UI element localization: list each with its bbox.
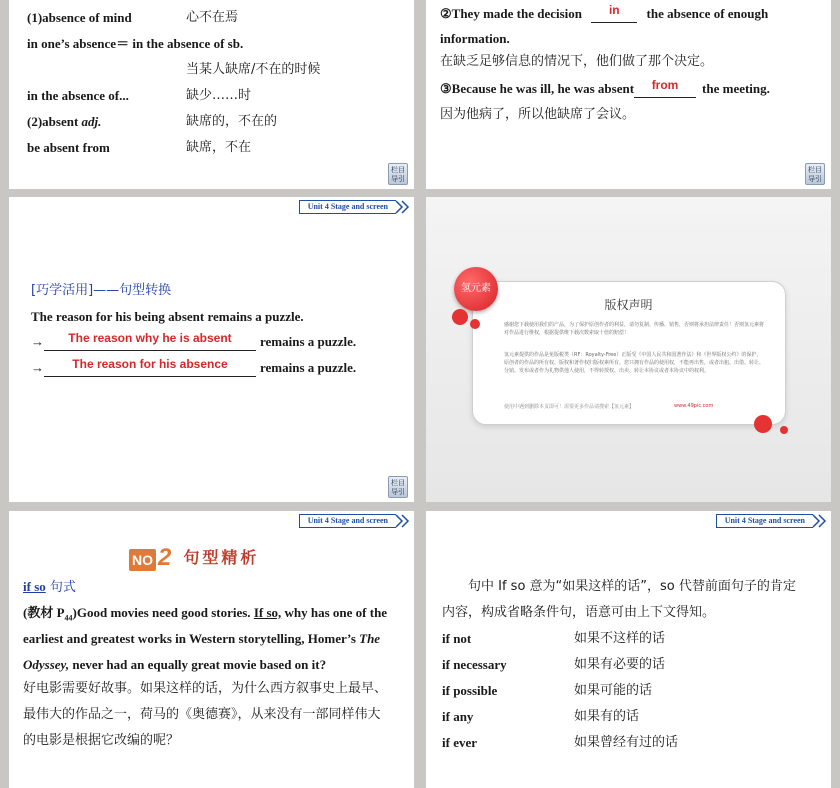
logo-circle: 氢元素 [454,267,498,311]
exercise-2-translation: 在缺乏足够信息的情况下，他们做了那个决定。 [440,54,714,69]
phrase-zh: 如果可能的话 [574,683,653,698]
exercise-2-line: ②They made the decision in the absence of enough [440,3,769,21]
badge-number: 2 [158,544,172,571]
exercise-3-translation: 因为他病了，所以他缺席了会议。 [440,107,636,122]
example-translation-2: 最伟大的作品之一，荷马的《奥德赛》，从来没有一部同样伟大 [23,707,381,722]
phrase-en: if ever [442,735,478,750]
pattern-label: if so 句式 [23,579,76,595]
slide-copyright-notice[interactable] [426,197,831,502]
phrase-en: if any [442,709,474,724]
chevron-right-icon [394,514,414,528]
example-translation-3: 的电影是根据它改编的呢？ [23,733,180,748]
unit-label: Unit 4 Stage and screen [299,200,396,214]
slide-absence-phrases[interactable] [9,0,414,189]
unit-label: Unit 4 Stage and screen [299,514,396,528]
phrase-zh: 缺少……时 [186,88,252,103]
phrase-en: (1)absence of mind [27,10,132,25]
decor-dot [470,319,480,329]
exercise-3-line: ③Because he was ill, he was absent from the meeting. [440,78,770,96]
section-badge [129,544,260,573]
badge-no: NO [129,549,156,571]
chevron-right-icon [394,200,414,214]
explanation-line-1: 句中 If so 意为“如果这样的话”，so 代替前面句子的肯定 [468,579,796,594]
source-sentence: The reason for his being absent remains a puzzle. [31,309,304,324]
phrase-zh: 心不在焉 [186,10,239,25]
notice-title: 版权声明 [604,298,653,312]
answer-blank: from [634,81,696,98]
example-translation-1: 好电影需要好故事。如果这样的话，为什么西方叙事史上最早、 [23,681,388,696]
nav-guide-button[interactable]: 栏目 导引 [805,163,825,185]
notice-paragraph-2: 氢元素提供的作品是免版税类（RF：Royalty-Free）正版受《中国人民共和国著作法》和《世界版权公约》的保护，原创者的作品的所有权、版权和著作权归版权素所有，您只拥有作品的使用权，不能再出售，或者出租、出借、转让、分销、发布或者作为礼物供他人使用，不得转授权、出卖、转让本协议或者本协议中的权利。 [504,352,765,374]
nav-guide-button[interactable]: 栏目 导引 [388,476,408,498]
slide-absence-exercises[interactable] [426,0,831,189]
explanation-line-2: 内容，构成省略条件句，语意可由上下文得知。 [442,605,716,620]
section-heading: [巧学活用]——句型转换 [31,283,172,298]
slide-sentence-transform[interactable] [9,197,414,502]
phrase-en: if not [442,631,472,646]
phrase-zh: 如果有的话 [574,709,640,724]
unit-header [269,514,414,528]
phrase-en: (2)absent adj. [27,114,102,129]
nav-guide-button[interactable]: 栏目 导引 [388,163,408,185]
phrase-zh: 当某人缺席/不在的时候 [186,62,321,77]
phrase-en: if possible [442,683,498,698]
decor-dot [780,426,788,434]
example-line-3: Odyssey, never had an equally great movie based on it? [23,657,327,672]
notice-paragraph-1: 感谢您下载使用我们的产品，为了保护原创作者的利益，请勿复制、传播、销售，否则将承担法律责任！否则氢元素将对作品进行维权，根据提供维下载次数索取十倍的赔偿！ [504,322,765,336]
slide-if-so-explanation[interactable] [426,511,831,788]
notice-url[interactable]: www.49pic.com [674,403,714,409]
slide-if-so-pattern[interactable] [9,511,414,788]
phrase-zh: 缺席的，不在的 [186,114,278,129]
unit-header [686,514,831,528]
phrase-zh: 如果有必要的话 [574,657,666,672]
example-line-2: earliest and greatest works in Western storytelling, Homer’s The [23,631,381,646]
phrase-en: be absent from [27,140,110,155]
phrase-zh: 如果不这样的话 [574,631,666,646]
phrase-en: in the absence of... [27,88,129,103]
unit-label: Unit 4 Stage and screen [716,514,813,528]
notice-footer: 使用中遇到删除本页即可！需要更多作品请搜索【氢元素】 [504,404,635,410]
phrase-en: in one’s absence＝ in the absence of sb. [27,36,244,51]
decor-dot [754,415,772,433]
phrase-en: if necessary [442,657,507,672]
example-line-1: (教材 $P_{44})Good$ movies need good stories. If so, why has one of the [23,605,388,623]
unit-header [269,200,414,214]
phrase-zh: 缺席，不在 [186,140,252,155]
transform-line-2: → The reason for his absence remains a puzzle. [31,357,357,375]
transform-line-1: → The reason why he is absent remains a puzzle. [31,331,357,349]
answer-blank: in [591,6,637,23]
exercise-2-line2: information. [440,31,510,46]
badge-title: 句型精析 [183,548,260,567]
phrase-zh: 如果曾经有过的话 [574,735,679,750]
chevron-right-icon [811,514,831,528]
